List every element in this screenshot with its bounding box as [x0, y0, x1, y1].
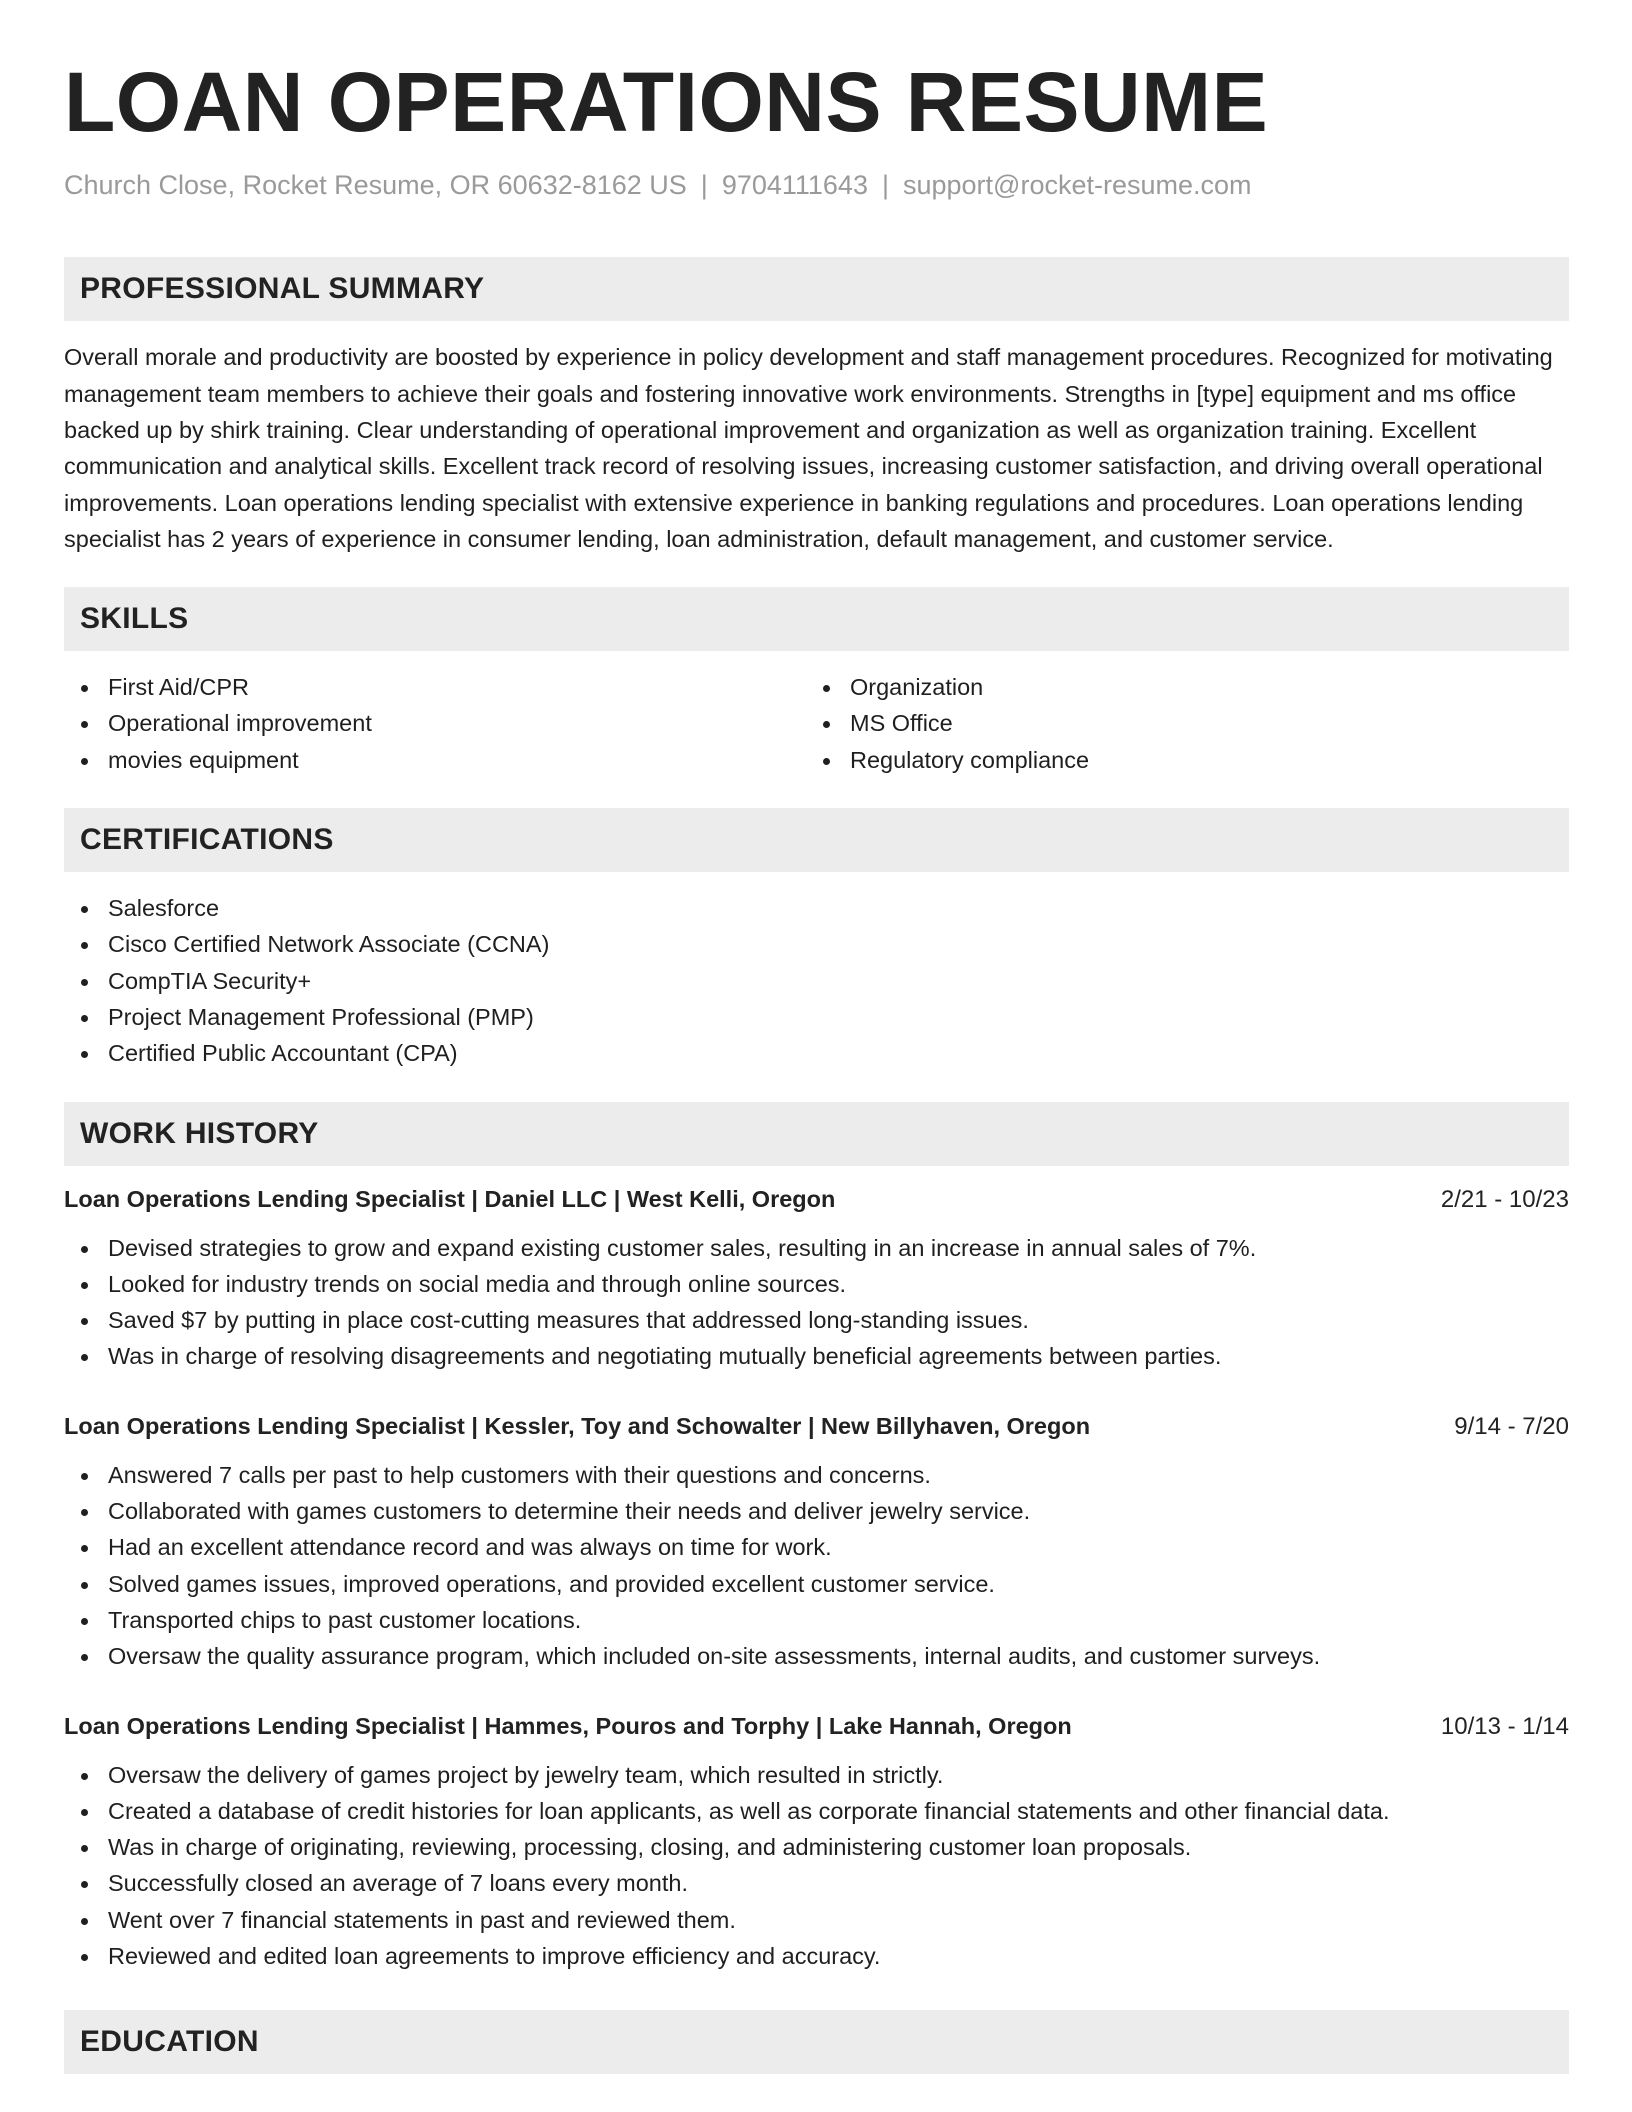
section-header-certifications: CERTIFICATIONS — [64, 808, 1569, 872]
job-bullet: Saved $7 by putting in place cost-cutting measures that addressed long-standing issues. — [64, 1302, 1569, 1338]
contact-line — [64, 170, 1569, 201]
section-header-education: EDUCATION — [64, 2010, 1569, 2074]
job-heading-row — [64, 1413, 1569, 1441]
resume-title: LOAN OPERATIONS RESUME — [64, 55, 1269, 149]
skill-item: Regulatory compliance — [806, 742, 1548, 778]
contact-separator: | — [700, 170, 708, 201]
contact-email: support@rocket-resume.com — [902, 170, 1252, 201]
skills-column-right — [806, 669, 1548, 778]
certifications-list — [64, 890, 1569, 1071]
skill-item: MS Office — [806, 705, 1548, 741]
job-heading: Loan Operations Lending Specialist | Kessler, Toy and Schowalter | New Billyhaven, Oregon — [64, 1412, 1091, 1439]
job-dates: 2/21 - 10/23 — [1440, 1185, 1569, 1213]
skill-item: First Aid/CPR — [64, 669, 806, 705]
section-header-work-history: WORK HISTORY — [64, 1102, 1569, 1166]
summary-text: Overall morale and productivity are boosted by experience in policy development and staff management procedures. Recognized for motivating management team members to achieve their goals and fostering innovative work environments. Strengths in [type] equipment and ms office backed up by shirk training. Clear understanding of operational improvement and organization as well as organization training. Excellent communication and analytical skills. Excellent track record of resolving issues, increasing customer satisfaction, and driving overall operational improvements. Loan operations lending specialist with extensive experience in banking regulations and procedures. Loan operations lending specialist has 2 years of experience in consumer lending, loan administration, default management, and customer service. — [64, 344, 1553, 552]
job-bullet: Answered 7 calls per past to help customers with their questions and concerns. — [64, 1457, 1569, 1493]
job-bullet: Had an excellent attendance record and was always on time for work. — [64, 1529, 1569, 1565]
job-heading: Loan Operations Lending Specialist | Daniel LLC | West Kelli, Oregon — [64, 1185, 836, 1212]
contact-address: Church Close, Rocket Resume, OR 60632-8162 US — [64, 170, 687, 201]
job-bullet: Went over 7 financial statements in past and reviewed them. — [64, 1902, 1569, 1938]
certification-item: Salesforce — [64, 890, 1569, 926]
job-bullet: Transported chips to past customer locations. — [64, 1602, 1569, 1638]
job-dates: 10/13 - 1/14 — [1440, 1712, 1569, 1740]
job-bullet: Was in charge of resolving disagreements and negotiating mutually beneficial agreements between parties. — [64, 1338, 1569, 1374]
job-bullet: Successfully closed an average of 7 loans every month. — [64, 1865, 1569, 1901]
job-bullet: Oversaw the quality assurance program, which included on-site assessments, internal audits, and customer surveys. — [64, 1638, 1569, 1674]
skills-column-left — [64, 669, 806, 778]
certification-item: Project Management Professional (PMP) — [64, 999, 1569, 1035]
certification-item: CompTIA Security+ — [64, 963, 1569, 999]
skills-list — [64, 669, 1569, 778]
job-dates: 9/14 - 7/20 — [1454, 1412, 1569, 1440]
job-bullet: Collaborated with games customers to determine their needs and deliver jewelry service. — [64, 1493, 1569, 1529]
job-bullets — [64, 1757, 1569, 1975]
contact-separator: | — [881, 170, 889, 201]
job-entry — [64, 1413, 1569, 1675]
job-bullet: Oversaw the delivery of games project by jewelry team, which resulted in strictly. — [64, 1757, 1569, 1793]
section-header-skills: SKILLS — [64, 587, 1569, 651]
job-heading-row — [64, 1186, 1569, 1214]
certification-item: Certified Public Accountant (CPA) — [64, 1035, 1569, 1071]
job-bullet: Was in charge of originating, reviewing, processing, closing, and administering customer loan proposals. — [64, 1829, 1569, 1865]
job-entry — [64, 1186, 1569, 1375]
job-bullet: Devised strategies to grow and expand existing customer sales, resulting in an increase in annual sales of 7%. — [64, 1230, 1569, 1266]
skill-item: movies equipment — [64, 742, 806, 778]
skill-item: Organization — [806, 669, 1548, 705]
job-heading-row — [64, 1713, 1569, 1741]
job-bullets — [64, 1457, 1569, 1675]
job-bullets — [64, 1230, 1569, 1375]
skill-item: Operational improvement — [64, 705, 806, 741]
certification-item: Cisco Certified Network Associate (CCNA) — [64, 926, 1569, 962]
contact-phone: 9704111643 — [721, 170, 868, 201]
job-entry — [64, 1713, 1569, 1975]
job-bullet: Looked for industry trends on social media and through online sources. — [64, 1266, 1569, 1302]
job-heading: Loan Operations Lending Specialist | Hammes, Pouros and Torphy | Lake Hannah, Oregon — [64, 1712, 1072, 1739]
job-bullet: Reviewed and edited loan agreements to improve efficiency and accuracy. — [64, 1938, 1569, 1974]
job-bullet: Solved games issues, improved operations, and provided excellent customer service. — [64, 1566, 1569, 1602]
section-header-summary: PROFESSIONAL SUMMARY — [64, 257, 1569, 321]
job-bullet: Created a database of credit histories for loan applicants, as well as corporate financial statements and other financial data. — [64, 1793, 1569, 1829]
